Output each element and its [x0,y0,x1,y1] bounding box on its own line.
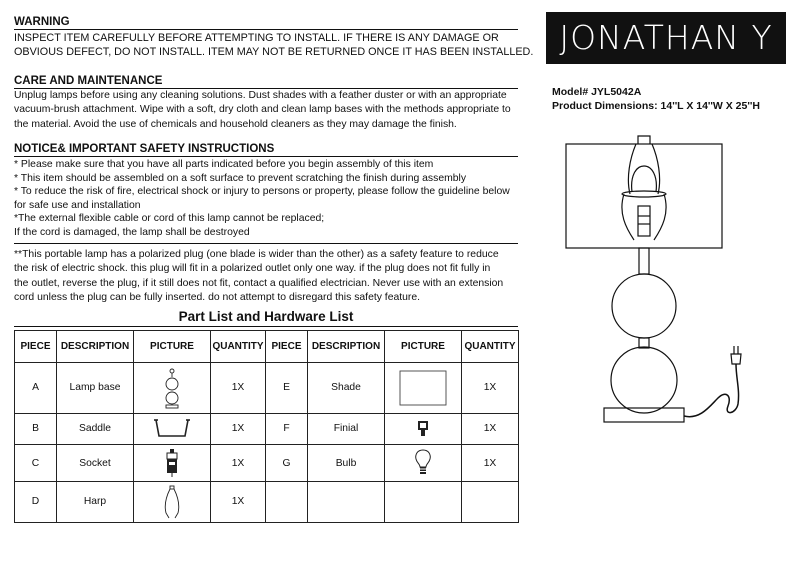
cell-piece: C [15,445,57,481]
lamp-lower-ball [611,347,677,413]
cell-piece: B [15,413,57,445]
cell-quantity: 1X [462,363,519,414]
cell-picture [385,363,462,414]
shade-icon [398,369,448,407]
parts-title-rule [14,326,518,327]
cell-quantity: 1X [211,481,266,522]
notice-line: *The external flexible cable or cord of this lamp cannot be replaced; [14,213,325,225]
plug-line: **This portable lamp has a polarized plug (one blade is wider than the other) as a safety feature to reduce [14,249,499,260]
plug-text [14,248,503,305]
table-row [15,413,519,445]
notice-line: for safe use and installation [14,199,141,211]
cell-description: Shade [308,363,385,414]
finial-icon [415,419,431,439]
table-row [15,363,519,414]
notice-line: * This item should be assembled on a soft surface to prevent scratching the finish during assembly [14,172,467,184]
header-quantity: QUANTITY [211,331,266,363]
warning-rule [14,29,518,30]
plug-line: cord unless the plug can be fully inserted. do not attempt to disregard this safety feature. [14,291,421,303]
warning-line: OBVIOUS DEFECT, DO NOT INSTALL. ITEM MAY NOT BE RETURNED ONCE IT HAS BEEN INSTALLED. [14,46,534,59]
lamp-upper-ball [612,274,676,338]
cell-picture [134,413,211,445]
cell-piece: D [15,481,57,522]
cell-picture [134,445,211,481]
header-picture: PICTURE [385,331,462,363]
brand-logo: JONATHAN Y [546,12,786,64]
notice-line: * To reduce the risk of fire, electrical shock or injury to persons or property, please follow the guideline below [14,186,510,198]
care-text [14,89,511,132]
cell-description: Bulb [308,445,385,481]
lamp-harp [622,136,666,240]
cell-piece: F [266,413,308,445]
cell-picture [134,363,211,414]
plug-line: the outlet, reverse the plug, if it still does not fit, contact a qualified electrician. Never use with an extension [14,277,504,289]
warning-line: INSPECT ITEM CAREFULLY BEFORE ATTEMPTING TO INSTALL. IF THERE IS ANY DAMAGE OR [14,32,499,44]
header-description: DESCRIPTION [308,331,385,363]
cell-piece [266,481,308,522]
header-picture: PICTURE [134,331,211,363]
plug-line: the risk of electric shock. this plug will fit in a polarized outlet only one way. if the plug does not fit fully in [14,263,491,275]
warning-text [14,31,533,60]
harp-icon [161,485,183,519]
care-line: the material. Avoid the use of chemicals and household cleaners as they may damage the finish. [14,118,457,130]
notice-line: If the cord is damaged, the lamp shall be destroyed [14,226,250,238]
cell-picture [385,413,462,445]
table-row [15,481,519,522]
notice-title: NOTICE& IMPORTANT SAFETY INSTRUCTIONS [14,143,275,155]
cell-description [308,481,385,522]
product-dimensions: Product Dimensions: 14''L X 14''W X 25''H [552,100,760,112]
notice-rule [14,156,518,157]
parts-title: Part List and Hardware List [178,309,354,324]
cell-piece: E [266,363,308,414]
header-piece: PIECE [15,331,57,363]
saddle-icon [152,416,192,442]
cell-piece: A [15,363,57,414]
plug-icon [731,354,741,364]
cell-quantity: 1X [211,445,266,481]
cell-description: Saddle [57,413,134,445]
cell-description: Socket [57,445,134,481]
bulb-icon [414,449,432,477]
parts-table [14,330,519,523]
cell-picture [385,481,462,522]
model-number: Model# JYL5042A [552,86,642,98]
cell-description: Harp [57,481,134,522]
cell-description: Lamp base [57,363,134,414]
header-piece: PIECE [266,331,308,363]
cell-quantity: 1X [211,363,266,414]
header-quantity: QUANTITY [462,331,519,363]
socket-icon [164,448,180,478]
notice-text [14,158,510,240]
parts-header-row [15,331,519,363]
header-description: DESCRIPTION [57,331,134,363]
cell-piece: G [266,445,308,481]
cell-description: Finial [308,413,385,445]
care-line: vacuum-brush attachment. Wipe with a soft, dry cloth and clean lamp bases with the methods appropriate to [14,104,511,116]
cell-quantity: 1X [462,413,519,445]
cell-quantity: 1X [211,413,266,445]
lamp-cord [684,364,739,417]
care-title: CARE AND MAINTENANCE [14,75,163,87]
notice-bottom-rule [14,243,518,244]
lamp-illustration [560,128,780,428]
notice-line: * Please make sure that you have all parts indicated before you begin assembly of this item [14,159,434,170]
lamp-base-icon [162,367,182,409]
cell-picture [385,445,462,481]
lamp-base-plate [604,408,684,422]
cell-quantity [462,481,519,522]
lamp-shade [566,144,722,248]
warning-title: WARNING [14,16,70,28]
cell-quantity: 1X [462,445,519,481]
cell-picture [134,481,211,522]
care-line: Unplug lamps before using any cleaning solutions. Dust shades with a feather duster or with an appropriate [14,90,507,101]
table-row [15,445,519,481]
